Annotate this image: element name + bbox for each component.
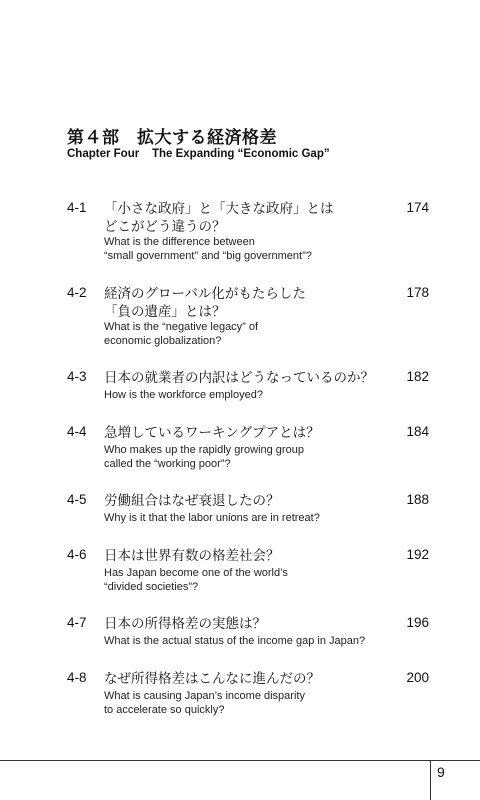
- page-number: 9: [437, 764, 445, 780]
- entry-page: 196: [406, 615, 429, 630]
- entry-title: 経済のグローバル化がもたらした 「負の遺産」とは？: [104, 286, 306, 320]
- entry-page: 188: [406, 492, 429, 507]
- entry-number: 4-7: [67, 615, 87, 630]
- entry-number: 4-3: [67, 369, 87, 384]
- entry-title: 急増しているワーキングプアとは？: [104, 425, 320, 441]
- entry-title: 日本の就業者の内訳はどうなっているのか？: [104, 370, 374, 386]
- entry-number: 4-6: [67, 547, 87, 562]
- entry-subtitle: How is the workforce employed?: [104, 389, 263, 401]
- entry-page: 200: [406, 670, 429, 685]
- entry-title: 「小さな政府」と「大きな政府」とは どこがどう違うの？: [104, 201, 334, 235]
- part-title: 第４部 拡大する経済格差: [67, 128, 277, 148]
- entry-page: 184: [406, 424, 429, 439]
- entry-title: 労働組合はなぜ衰退したの？: [104, 493, 280, 509]
- entry-title: 日本は世界有数の格差社会？: [104, 548, 280, 564]
- entry-subtitle: What is causing Japan’s income disparity to accelerate so quickly?: [104, 690, 305, 716]
- entry-page: 192: [406, 547, 429, 562]
- entry-title: なぜ所得格差はこんなに進んだの？: [104, 671, 320, 687]
- entry-number: 4-1: [67, 200, 87, 215]
- entry-title: 日本の所得格差の実態は？: [104, 616, 266, 632]
- entry-subtitle: What is the actual status of the income gap in Japan?: [104, 635, 366, 647]
- entry-subtitle: What is the “negative legacy” of economic globalization?: [104, 321, 259, 347]
- entry-number: 4-2: [67, 285, 87, 300]
- part-subtitle: Chapter Four The Expanding “Economic Gap”: [67, 148, 330, 160]
- entry-number: 4-5: [67, 492, 87, 507]
- entry-number: 4-8: [67, 670, 87, 685]
- entry-subtitle: What is the difference between “small government” and “big government”?: [104, 236, 312, 262]
- entry-page: 178: [406, 285, 429, 300]
- entry-subtitle: Has Japan become one of the world’s “divided societies”?: [104, 567, 288, 593]
- entry-number: 4-4: [67, 424, 87, 439]
- entry-subtitle: Who makes up the rapidly growing group called the “working poor”?: [104, 444, 304, 470]
- entry-page: 182: [406, 369, 429, 384]
- entry-page: 174: [406, 200, 429, 215]
- footer-rule: [0, 760, 430, 761]
- entry-subtitle: Why is it that the labor unions are in retreat?: [104, 512, 320, 524]
